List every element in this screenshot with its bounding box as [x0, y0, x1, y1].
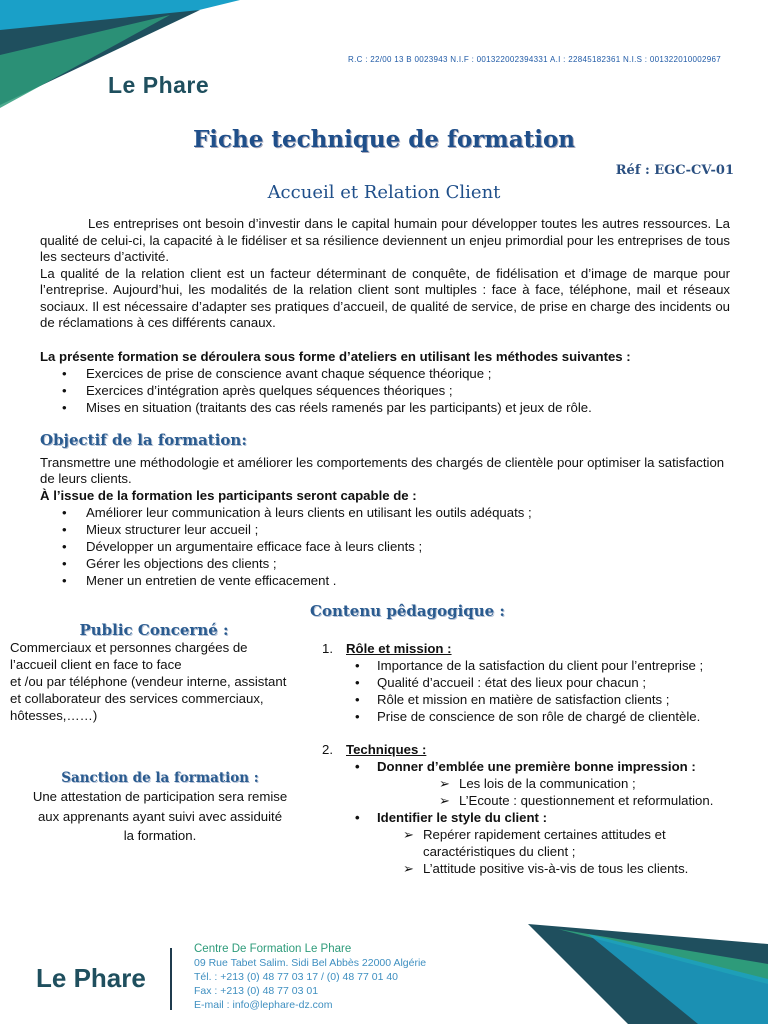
arrow-item: ➢ L’Ecoute : questionnement et reformulation.: [459, 792, 742, 809]
public-line-2: et /ou par téléphone (vendeur interne, assistant et collaborateur des services commerciaux, hôtesses,……): [10, 674, 287, 723]
list-item: [377, 809, 742, 877]
list-item: [377, 758, 742, 809]
registration-info: R.C : 22/00 13 B 0023943 N.I.F : 001322002394331 A.I : 22845182361 N.I.S : 001322010002967: [348, 55, 722, 64]
footer-corner-decoration: [528, 924, 768, 1024]
section-title: Rôle et mission :: [346, 641, 452, 656]
sanction-text: Une attestation de participation sera remise aux apprenants ayant suivi avec assiduité la formation.: [32, 789, 288, 843]
list-item: • Mises en situation (traitants des cas réels ramenés par les participants) et jeux de rôle.: [86, 399, 730, 416]
section-number: 1.: [322, 641, 333, 656]
footer-logo: [36, 963, 146, 994]
public-section: [10, 622, 298, 724]
public-heading: Public Concerné :: [79, 621, 229, 639]
arrow-item: ➢ L’attitude positive vis-à-vis de tous les clients.: [423, 860, 742, 877]
objectif-heading: Objectif de la formation:: [40, 431, 247, 449]
arrow-item: ➢ Repérer rapidement certaines attitudes et caractéristiques du client ;: [423, 826, 742, 860]
subtitle: Accueil et Relation Client: [267, 182, 501, 203]
contenu-section: [310, 602, 742, 877]
page-title: Fiche technique de formation: [192, 126, 576, 153]
section-title: Techniques :: [346, 742, 427, 757]
section-number: 2.: [322, 742, 333, 757]
contenu-heading: Contenu pêdagogique :: [310, 602, 505, 620]
footer-logo-text: Le Phare: [36, 963, 146, 993]
center-name: Centre De Formation Le Phare: [194, 943, 352, 955]
logo: [108, 72, 209, 99]
objectif-list: [40, 504, 730, 589]
list-item: • Améliorer leur communication à leurs clients en utilisant les outils adéquats ;: [86, 504, 730, 521]
list-item: • Mieux structurer leur accueil ;: [86, 521, 730, 538]
list-item: • Importance de la satisfaction du client pour l’entreprise ;: [377, 657, 742, 674]
list-item: • Mener un entretien de vente efficacement .: [86, 572, 730, 589]
list-item: • Développer un argumentaire efficace face à leurs clients ;: [86, 538, 730, 555]
bullet-title: Identifier le style du client :: [377, 810, 548, 825]
objectif-capable: À l’issue de la formation les participants seront capable de :: [40, 487, 417, 503]
intro-section: [40, 216, 730, 589]
contenu-section-2: [322, 741, 742, 877]
center-phone: Tél. : +213 (0) 48 77 03 17 / (0) 48 77 01 40: [194, 971, 399, 983]
methods-list: [40, 365, 730, 416]
list-item: • Exercices d’intégration après quelques séquences théoriques ;: [86, 382, 730, 399]
list-item: • Prise de conscience de son rôle de chargé de clientèle.: [377, 708, 742, 725]
intro-paragraph-2: La qualité de la relation client est un facteur déterminant de conquête, de fidélisation et d’image de marque pour l’entreprise. Aujourd’hui, les modalités de la relation client sont multiples : face à face, téléphone, mail et réseaux sociaux. Il est nécessaire d’adapter ses pratiques d’accueil, de qualité de service, de prise en charge des incidents ou de réclamations à ces différents canaux.: [40, 265, 730, 330]
arrow-list: [377, 826, 742, 877]
sanction-section: [10, 770, 310, 846]
public-line-1: Commerciaux et personnes chargées de l’accueil client en face to face: [10, 640, 248, 672]
center-email[interactable]: E-mail : info@lephare-dz.com: [194, 999, 333, 1011]
logo-text: Le Phare: [108, 72, 210, 98]
center-fax: Fax : +213 (0) 48 77 03 01: [194, 985, 319, 997]
section-1-list: [322, 657, 742, 725]
arrow-item: ➢ Les lois de la communication ;: [459, 775, 742, 792]
list-item: • Rôle et mission en matière de satisfaction clients ;: [377, 691, 742, 708]
arrow-list: [377, 775, 742, 809]
footer-divider: [170, 948, 172, 1010]
contenu-section-1: [322, 640, 742, 725]
intro-paragraph-1: Les entreprises ont besoin d’investir dans le capital humain pour développer toutes les autres ressources. La qualité de celui-ci, la capacité à le fidéliser et sa résilience deviennent un enjeu primordial pour les entreprises de tous les secteurs d’activité.: [40, 216, 730, 264]
section-2-list: [322, 758, 742, 877]
bullet-title: Donner d’emblée une première bonne impression :: [377, 759, 696, 774]
list-item: • Gérer les objections des clients ;: [86, 555, 730, 572]
footer-contact: [194, 942, 426, 1012]
objectif-text: Transmettre une méthodologie et améliorer les comportements des chargés de clientèle pour optimiser la satisfaction de leurs clients.: [40, 454, 725, 486]
list-item: • Qualité d’accueil : état des lieux pour chacun ;: [377, 674, 742, 691]
list-item: • Exercices de prise de conscience avant chaque séquence théorique ;: [86, 365, 730, 382]
reference: Réf : EGC-CV-01: [615, 163, 734, 178]
methods-heading: La présente formation se déroulera sous forme d’ateliers en utilisant les méthodes suivantes :: [40, 348, 631, 364]
sanction-heading: Sanction de la formation :: [61, 770, 259, 786]
center-address: 09 Rue Tabet Salim. Sidi Bel Abbès 22000 Algérie: [194, 957, 427, 969]
